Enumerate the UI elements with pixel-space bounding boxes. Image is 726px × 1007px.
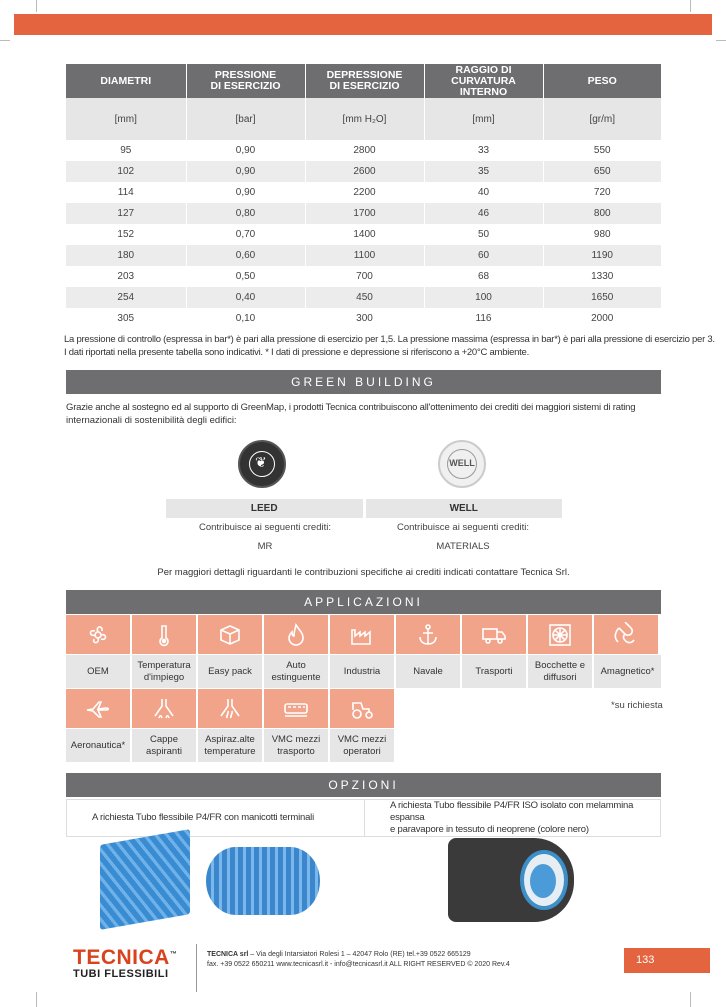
table-row: [66, 266, 661, 287]
table-cell: 2800: [305, 140, 424, 161]
app-label-vmc-operatori: VMC mezzi operatori: [330, 729, 394, 762]
credits-table: [166, 499, 562, 556]
table-cell: 0,40: [186, 287, 305, 308]
table-cell: 2200: [305, 182, 424, 203]
table-row: [66, 203, 661, 224]
table-cell: 50: [424, 224, 543, 245]
app-label-cappe: Cappe aspiranti: [132, 729, 196, 762]
table-row: [66, 245, 661, 266]
airplane-icon: [66, 689, 130, 728]
table-cell: 0,90: [186, 140, 305, 161]
crop-mark: [36, 992, 37, 1007]
table-cell: 46: [424, 203, 543, 224]
address-street: – Via degli Intarsiatori Rolesi 1 – 42047 Rolo (RE) tel.+39 0522 665129: [248, 951, 471, 958]
table-row: [66, 182, 661, 203]
leed-credit: MR: [257, 541, 273, 552]
fan-icon: [66, 615, 130, 654]
table-cell: 450: [305, 287, 424, 308]
hose-image-insulated: [448, 838, 574, 922]
options-table: [66, 799, 661, 837]
table-cell: 0,90: [186, 161, 305, 182]
header-peso: PESO: [543, 64, 661, 98]
crop-mark: [36, 0, 37, 12]
truck-icon: [462, 615, 526, 654]
address-line-1: [207, 951, 471, 958]
well-credit: MATERIALS: [436, 541, 490, 552]
table-cell: 1330: [543, 266, 661, 287]
table-cell: 1650: [543, 287, 661, 308]
table-cell: 0,90: [186, 182, 305, 203]
table-cell: 1700: [305, 203, 424, 224]
table-cell: 95: [66, 140, 186, 161]
table-cell: 1190: [543, 245, 661, 266]
app-label-bocchette: Bocchette e diffusori: [528, 655, 592, 688]
option-2: [365, 800, 661, 837]
table-cell: 33: [424, 140, 543, 161]
unit-cell: [mm]: [66, 98, 186, 140]
table-cell: 980: [543, 224, 661, 245]
leed-logo: [238, 440, 286, 488]
table-cell: 0,50: [186, 266, 305, 287]
magnet-icon: [594, 615, 658, 654]
note-line-1: La pressione di controllo (espressa in bar*) è pari alla pressione di esercizio per 1,5. La pressione massima (espressa in bar*) è pari alla pressione di esercizio per 3.: [64, 334, 715, 345]
table-cell: 1400: [305, 224, 424, 245]
well-header: WELL: [364, 499, 562, 518]
header-diametri: DIAMETRI: [66, 64, 186, 98]
table-cell: 180: [66, 245, 186, 266]
header-raggio: RAGGIO DI CURVATURA INTERNO: [424, 64, 543, 98]
option-2-line-1: A richiesta Tubo flessibile P4/FR ISO isolato con melammina espansa: [390, 800, 634, 823]
app-label-oem: OEM: [66, 655, 130, 688]
app-label-industria: Industria: [330, 655, 394, 688]
table-row: [66, 140, 661, 161]
table-cell: 550: [543, 140, 661, 161]
well-logo: [438, 440, 486, 488]
app-label-temperatura: Temperatura d'impiego: [132, 655, 196, 688]
more-info-text: Per maggiori dettagli riguardanti le contribuzioni specifiche ai crediti indicati contattare Tecnica Srl.: [157, 567, 570, 578]
spec-header-row: [66, 64, 661, 98]
address-line-2: fax. +39 0522 650211 www.tecnicasrl.it - info@tecnicasrl.it ALL RIGHT RESERVED © 2020 Rev.4: [207, 961, 510, 968]
note-line-2: I dati riportati nella presente tabella sono indicativi. * I dati di pressione e depressione si riferiscono a +20°C ambiente.: [64, 347, 529, 358]
page-number: 133: [624, 948, 710, 973]
table-cell: 650: [543, 161, 661, 182]
leaf-icon: ❦: [255, 454, 267, 470]
tractor-icon: [330, 689, 394, 728]
app-label-aspirazione: Aspiraz.alte temperature: [198, 729, 262, 762]
well-logo-text: WELL: [449, 458, 475, 468]
vent-icon: [528, 615, 592, 654]
app-label-trasporti: Trasporti: [462, 655, 526, 688]
green-building-text: [66, 401, 666, 427]
table-cell: 254: [66, 287, 186, 308]
table-cell: 2600: [305, 161, 424, 182]
well-contrib: Contribuisce ai seguenti crediti:: [396, 522, 529, 533]
app-label-vmc-trasporto: VMC mezzi trasporto: [264, 729, 328, 762]
crop-mark: [716, 40, 726, 41]
address-company: TECNICA srl: [207, 951, 249, 958]
table-row: [66, 161, 661, 182]
brand-logo: [73, 946, 178, 970]
spec-table: [66, 64, 661, 329]
table-cell: 2000: [543, 308, 661, 329]
header-pressione: PRESSIONE DI ESERCIZIO: [186, 64, 305, 98]
table-cell: 300: [305, 308, 424, 329]
table-row: [66, 287, 661, 308]
top-accent-bar: [14, 14, 712, 35]
flame-icon: [264, 615, 328, 654]
green-building-title: GREEN BUILDING: [66, 370, 661, 394]
table-cell: 0,10: [186, 308, 305, 329]
table-row: [66, 308, 661, 329]
table-cell: 305: [66, 308, 186, 329]
opzioni-title: OPZIONI: [66, 773, 661, 797]
thermometer-icon: [132, 615, 196, 654]
leed-header: LEED: [166, 499, 364, 518]
brand-subtitle: TUBI FLESSIBILI: [73, 968, 169, 980]
crop-mark: [690, 0, 691, 12]
hood-icon: [132, 689, 196, 728]
table-cell: 116: [424, 308, 543, 329]
footnote-su-richiesta: *su richiesta: [611, 700, 663, 711]
crop-mark: [690, 992, 691, 1007]
table-cell: 152: [66, 224, 186, 245]
factory-icon: [330, 615, 394, 654]
option-2-line-2: e paravapore in tessuto di neoprene (colore nero): [390, 824, 589, 835]
table-row: [66, 224, 661, 245]
table-cell: 700: [305, 266, 424, 287]
table-cell: 35: [424, 161, 543, 182]
table-cell: 68: [424, 266, 543, 287]
hose-image-blue: [206, 847, 320, 915]
hose-inner-bore: [530, 864, 556, 898]
table-cell: 0,70: [186, 224, 305, 245]
table-cell: 60: [424, 245, 543, 266]
app-label-navale: Navale: [396, 655, 460, 688]
applicazioni-title: APPLICAZIONI: [66, 590, 661, 614]
app-label-amagnetico: Amagnetico*: [594, 655, 661, 688]
table-cell: 102: [66, 161, 186, 182]
green-text-line-1: Grazie anche al sostegno ed al supporto di GreenMap, i prodotti Tecnica contribuiscono all'ottenimento dei crediti dei maggiori sistemi di rating: [66, 402, 636, 413]
crop-mark: [0, 40, 10, 41]
app-label-aeronautica: Aeronautica*: [66, 729, 130, 762]
brand-tm: ™: [169, 951, 178, 958]
unit-cell: [gr/m]: [543, 98, 661, 140]
table-cell: 720: [543, 182, 661, 203]
table-cell: 127: [66, 203, 186, 224]
units-row: [66, 98, 661, 140]
green-text-line-2: internazionali di sostenibilità degli edifici:: [66, 415, 237, 426]
app-label-easy-pack: Easy pack: [198, 655, 262, 688]
table-cell: 0,60: [186, 245, 305, 266]
leed-contrib: Contribuisce ai seguenti crediti:: [198, 522, 331, 533]
table-cell: 114: [66, 182, 186, 203]
table-cell: 1100: [305, 245, 424, 266]
unit-cell: [bar]: [186, 98, 305, 140]
table-cell: 203: [66, 266, 186, 287]
table-cell: 0,80: [186, 203, 305, 224]
hot-extraction-icon: [198, 689, 262, 728]
footer-divider: [196, 944, 197, 992]
table-cell: 100: [424, 287, 543, 308]
unit-cell: [mm H₂O]: [305, 98, 424, 140]
header-depressione: DEPRESSIONE DI ESERCIZIO: [305, 64, 424, 98]
unit-cell: [mm]: [424, 98, 543, 140]
table-cell: 40: [424, 182, 543, 203]
box-icon: [198, 615, 262, 654]
anchor-icon: [396, 615, 460, 654]
option-1: A richiesta Tubo flessibile P4/FR con manicotti terminali: [67, 800, 365, 837]
train-icon: [264, 689, 328, 728]
app-label-auto-estinguente: Auto estinguente: [264, 655, 328, 688]
table-cell: 800: [543, 203, 661, 224]
hose-image-blue-cuffs: [100, 829, 190, 930]
brand-name: TECNICA: [73, 946, 170, 969]
